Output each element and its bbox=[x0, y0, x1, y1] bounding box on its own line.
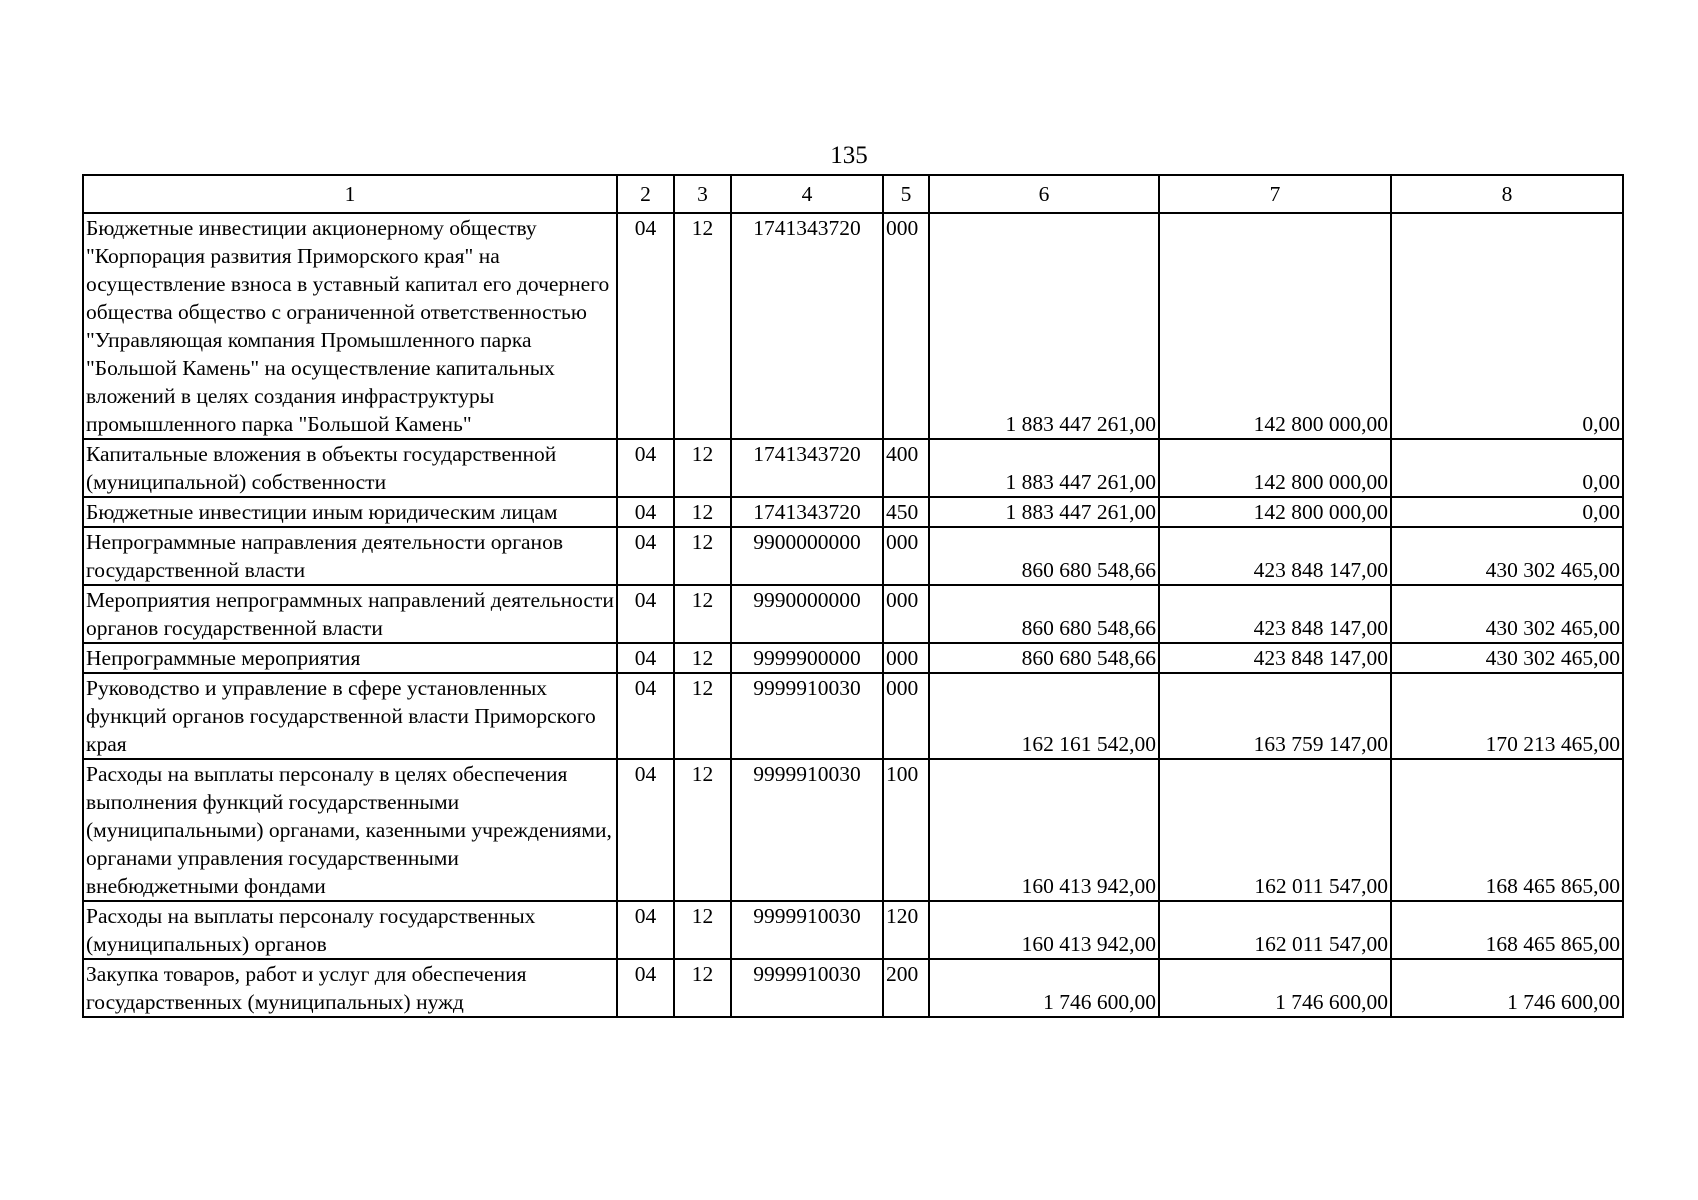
subsection-code: 12 bbox=[674, 759, 731, 901]
expense-type-code: 120 bbox=[883, 901, 929, 959]
amount-col7: 142 800 000,00 bbox=[1159, 213, 1391, 439]
amount-col8: 0,00 bbox=[1391, 497, 1623, 527]
expense-type-code: 100 bbox=[883, 759, 929, 901]
section-code: 04 bbox=[617, 901, 674, 959]
expense-name: Бюджетные инвестиции иным юридическим лицам bbox=[83, 497, 617, 527]
amount-col7: 423 848 147,00 bbox=[1159, 643, 1391, 673]
table-row bbox=[83, 759, 1623, 901]
amount-col6: 162 161 542,00 bbox=[929, 673, 1159, 759]
expense-name: Непрограммные направления деятельности органов государственной власти bbox=[83, 527, 617, 585]
amount-col6: 1 883 447 261,00 bbox=[929, 497, 1159, 527]
column-header: 8 bbox=[1391, 175, 1623, 213]
expense-name: Закупка товаров, работ и услуг для обеспечения государственных (муниципальных) нужд bbox=[83, 959, 617, 1017]
amount-col7: 1 746 600,00 bbox=[1159, 959, 1391, 1017]
column-header: 7 bbox=[1159, 175, 1391, 213]
table-row bbox=[83, 901, 1623, 959]
target-article-code: 9999900000 bbox=[731, 643, 883, 673]
subsection-code: 12 bbox=[674, 901, 731, 959]
amount-col7: 162 011 547,00 bbox=[1159, 759, 1391, 901]
amount-col6: 860 680 548,66 bbox=[929, 643, 1159, 673]
expense-type-code: 400 bbox=[883, 439, 929, 497]
subsection-code: 12 bbox=[674, 959, 731, 1017]
subsection-code: 12 bbox=[674, 585, 731, 643]
amount-col6: 860 680 548,66 bbox=[929, 585, 1159, 643]
table-row bbox=[83, 643, 1623, 673]
amount-col6: 1 746 600,00 bbox=[929, 959, 1159, 1017]
expense-type-code: 000 bbox=[883, 673, 929, 759]
target-article-code: 9999910030 bbox=[731, 759, 883, 901]
section-code: 04 bbox=[617, 497, 674, 527]
target-article-code: 1741343720 bbox=[731, 497, 883, 527]
column-header: 2 bbox=[617, 175, 674, 213]
target-article-code: 9999910030 bbox=[731, 959, 883, 1017]
expense-name: Капитальные вложения в объекты государственной (муниципальной) собственности bbox=[83, 439, 617, 497]
target-article-code: 9900000000 bbox=[731, 527, 883, 585]
amount-col7: 163 759 147,00 bbox=[1159, 673, 1391, 759]
target-article-code: 1741343720 bbox=[731, 439, 883, 497]
table-row bbox=[83, 527, 1623, 585]
expense-name: Расходы на выплаты персоналу государственных (муниципальных) органов bbox=[83, 901, 617, 959]
expense-name: Руководство и управление в сфере установленных функций органов государственной власти Приморского края bbox=[83, 673, 617, 759]
subsection-code: 12 bbox=[674, 213, 731, 439]
amount-col6: 860 680 548,66 bbox=[929, 527, 1159, 585]
expense-name: Бюджетные инвестиции акционерному обществу "Корпорация развития Приморского края" на осуществление взноса в уставный капитал его дочернего общества общество с ограниченной ответственностью "Управляющая компания Промышленного парка "Большой Камень" на осуществление капитальных вложений в целях создания инфраструктуры промышленного парка "Большой Камень" bbox=[83, 213, 617, 439]
subsection-code: 12 bbox=[674, 439, 731, 497]
table-row bbox=[83, 959, 1623, 1017]
column-header: 4 bbox=[731, 175, 883, 213]
amount-col8: 430 302 465,00 bbox=[1391, 527, 1623, 585]
expense-type-code: 000 bbox=[883, 213, 929, 439]
table-row bbox=[83, 673, 1623, 759]
section-code: 04 bbox=[617, 959, 674, 1017]
target-article-code: 9999910030 bbox=[731, 673, 883, 759]
expense-type-code: 000 bbox=[883, 643, 929, 673]
amount-col8: 170 213 465,00 bbox=[1391, 673, 1623, 759]
section-code: 04 bbox=[617, 673, 674, 759]
column-header: 5 bbox=[883, 175, 929, 213]
budget-table bbox=[82, 174, 1624, 1018]
amount-col6: 160 413 942,00 bbox=[929, 901, 1159, 959]
section-code: 04 bbox=[617, 527, 674, 585]
amount-col8: 168 465 865,00 bbox=[1391, 759, 1623, 901]
section-code: 04 bbox=[617, 439, 674, 497]
section-code: 04 bbox=[617, 585, 674, 643]
subsection-code: 12 bbox=[674, 497, 731, 527]
page-number: 135 bbox=[830, 142, 868, 169]
expense-type-code: 450 bbox=[883, 497, 929, 527]
expense-name: Мероприятия непрограммных направлений деятельности органов государственной власти bbox=[83, 585, 617, 643]
section-code: 04 bbox=[617, 759, 674, 901]
column-header: 3 bbox=[674, 175, 731, 213]
subsection-code: 12 bbox=[674, 643, 731, 673]
amount-col7: 423 848 147,00 bbox=[1159, 527, 1391, 585]
column-header: 6 bbox=[929, 175, 1159, 213]
expense-type-code: 000 bbox=[883, 527, 929, 585]
amount-col8: 430 302 465,00 bbox=[1391, 585, 1623, 643]
column-header: 1 bbox=[83, 175, 617, 213]
section-code: 04 bbox=[617, 213, 674, 439]
amount-col8: 1 746 600,00 bbox=[1391, 959, 1623, 1017]
subsection-code: 12 bbox=[674, 527, 731, 585]
table-row bbox=[83, 213, 1623, 439]
table-row bbox=[83, 497, 1623, 527]
expense-type-code: 000 bbox=[883, 585, 929, 643]
target-article-code: 1741343720 bbox=[731, 213, 883, 439]
section-code: 04 bbox=[617, 643, 674, 673]
amount-col8: 430 302 465,00 bbox=[1391, 643, 1623, 673]
table-row bbox=[83, 585, 1623, 643]
amount-col7: 142 800 000,00 bbox=[1159, 497, 1391, 527]
expense-type-code: 200 bbox=[883, 959, 929, 1017]
target-article-code: 9999910030 bbox=[731, 901, 883, 959]
table-row bbox=[83, 439, 1623, 497]
amount-col6: 160 413 942,00 bbox=[929, 759, 1159, 901]
amount-col7: 162 011 547,00 bbox=[1159, 901, 1391, 959]
header-row bbox=[83, 175, 1623, 213]
amount-col7: 142 800 000,00 bbox=[1159, 439, 1391, 497]
expense-name: Непрограммные мероприятия bbox=[83, 643, 617, 673]
expense-name: Расходы на выплаты персоналу в целях обеспечения выполнения функций государственными (муниципальными) органами, казенными учреждениями, органами управления государственными внебюджетными фондами bbox=[83, 759, 617, 901]
amount-col6: 1 883 447 261,00 bbox=[929, 213, 1159, 439]
target-article-code: 9990000000 bbox=[731, 585, 883, 643]
subsection-code: 12 bbox=[674, 673, 731, 759]
amount-col7: 423 848 147,00 bbox=[1159, 585, 1391, 643]
amount-col8: 0,00 bbox=[1391, 213, 1623, 439]
amount-col8: 0,00 bbox=[1391, 439, 1623, 497]
amount-col8: 168 465 865,00 bbox=[1391, 901, 1623, 959]
amount-col6: 1 883 447 261,00 bbox=[929, 439, 1159, 497]
